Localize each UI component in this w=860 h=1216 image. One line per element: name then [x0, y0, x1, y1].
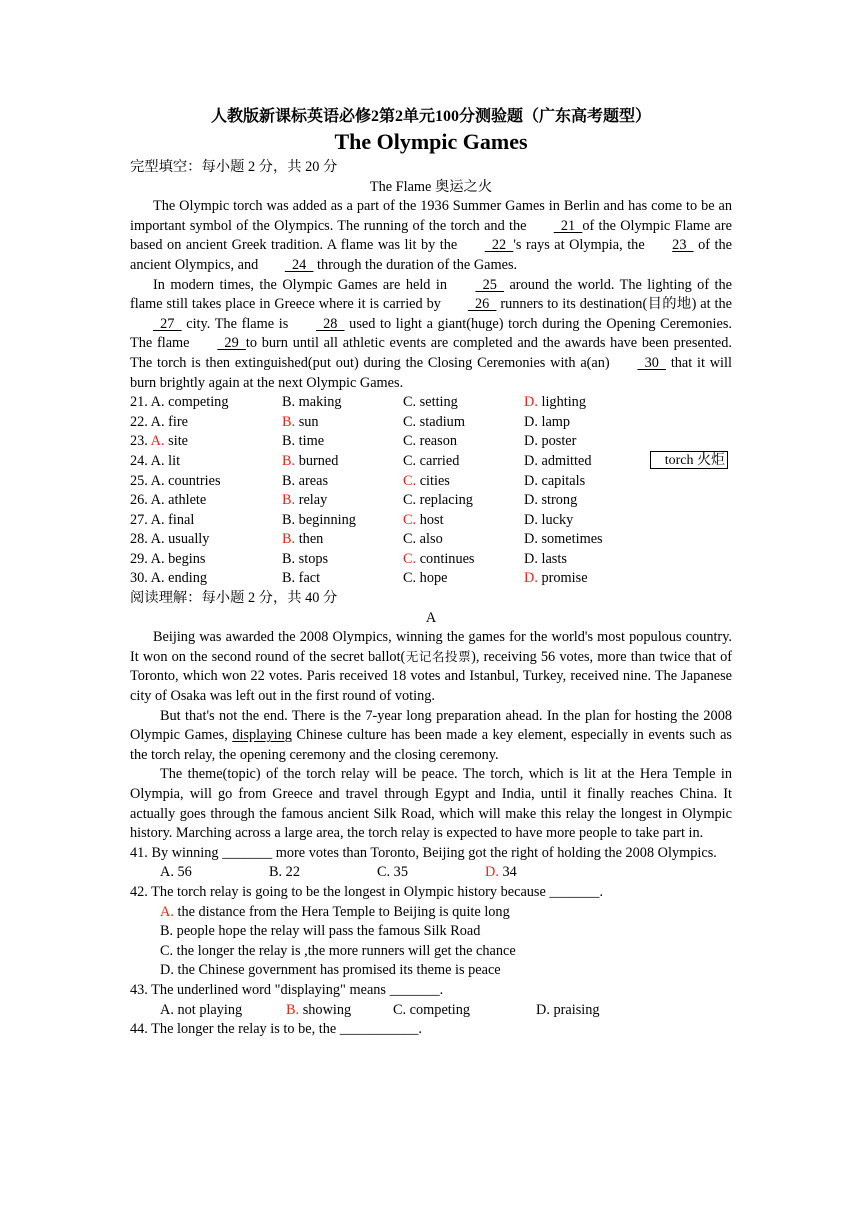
options-row-22: 22. A. fire B. sun C. stadium D. lamp	[130, 413, 571, 430]
blank-23: 23	[672, 237, 694, 254]
answer-mark: B.	[282, 531, 296, 548]
answer-mark: D.	[485, 864, 499, 881]
answer-mark: A.	[160, 903, 174, 920]
question-42-option-b: B. people hope the relay will pass the famous Silk Road	[160, 923, 481, 940]
options-row-25: 25. A. countries B. areas C. cities D. capitals	[130, 472, 586, 489]
cloze-paragraph-2: In modern times, the Olympic Games are held in 25 around the world. The lighting of the flame still takes place in Greece where it is carried by 26 runners to its destination(目的地) at the 27 city. The flame is 28 used to light a giant(huge) torch during the Opening Ceremonies. The flame 29 to burn until all athletic events are completed and the awards have been presented. The torch is then extinguished(put out) during the Closing Ceremonies with a(an) 30 that it will burn brightly again at the next Olympic Games.	[130, 276, 732, 391]
options-row-23: 23. A. site B. time C. reason D. poster	[130, 433, 577, 450]
options-row-26: 26. A. athlete B. relay C. replacing D. strong	[130, 492, 578, 509]
cloze-section-label: 完型填空：每小题 2 分，共 20 分	[130, 159, 338, 175]
blank-26: 26	[467, 296, 497, 313]
options-row-21: 21. A. competing B. making C. setting D. lighting	[130, 394, 586, 411]
options-row-27: 27. A. final B. beginning C. host D. lucky	[130, 511, 574, 528]
reading-paragraph-3: The theme(topic) of the torch relay will be peace. The torch, which is lit at the Hera Temple in Olympia, will go from Greece and travel through Egypt and India, until it finally reaches China. It actually goes through the famous ancient Silk Road, which will make this relay the longest in Olympic history. Marching across a large area, the torch relay is expected to have more people to take part in.	[130, 766, 732, 842]
document-title-en: The Olympic Games	[334, 129, 528, 154]
question-42: 42. The torch relay is going to be the longest in Olympic history because _______.	[130, 883, 604, 900]
question-42-option-a: A. the distance from the Hera Temple to Beijing is quite long	[160, 903, 510, 920]
question-43-options: A. not playing B. showing C. competing D. praising	[160, 1001, 600, 1018]
answer-mark: D.	[524, 394, 538, 411]
blank-30: 30	[637, 354, 667, 371]
question-41: 41. By winning _______ more votes than Toronto, Beijing got the right of holding the 2008 Olympics.	[130, 844, 717, 861]
options-row-30: 30. A. ending B. fact C. hope D. promise	[130, 570, 588, 587]
blank-29: 29	[217, 335, 246, 352]
cloze-paragraph-1: The Olympic torch was added as a part of the 1936 Summer Games in Berlin and has come to be an important symbol of the Olympics. The running of the torch and the 21 of the Olympic Flame are based on ancient Greek tradition. A flame was lit by the 22 's rays at Olympia, the 23 of the ancient Olympics, and 24 through the duration of the Games.	[130, 197, 732, 275]
options-row-29: 29. A. begins B. stops C. continues D. lasts	[130, 550, 567, 567]
answer-mark: D.	[524, 570, 538, 587]
question-44: 44. The longer the relay is to be, the ___________.	[130, 1021, 422, 1038]
options-row-24: 24. A. lit B. burned C. carried D. admitted	[130, 452, 592, 469]
question-42-option-d: D. the Chinese government has promised its theme is peace	[160, 962, 501, 979]
answer-mark: C.	[403, 550, 417, 567]
answer-mark: C.	[403, 511, 417, 528]
reading-section-label: 阅读理解：每小题 2 分，共 40 分	[130, 590, 338, 607]
answer-mark: A.	[150, 433, 165, 450]
blank-24: 24	[284, 256, 314, 273]
answer-mark: B.	[286, 1001, 300, 1018]
blank-27: 27	[153, 315, 182, 332]
blank-22: 22	[484, 237, 514, 254]
reading-passage-label: A	[425, 609, 437, 626]
answer-mark: B.	[282, 413, 296, 430]
question-42-option-c: C. the longer the relay is ,the more runners will get the chance	[160, 942, 516, 959]
note-box-torch: torch 火炬	[650, 452, 728, 469]
blank-21: 21	[553, 217, 583, 234]
blank-28: 28	[315, 315, 345, 332]
answer-mark: C.	[403, 472, 417, 489]
cloze-passage-title: The Flame 奥运之火	[369, 178, 493, 195]
underlined-word: displaying	[232, 727, 292, 744]
document-page	[130, 106, 732, 1040]
reading-paragraph-1: Beijing was awarded the 2008 Olympics, winning the games for the world's most populous country. It won on the second round of the secret ballot(无记名投票), receiving 56 votes, more than twice that of Toronto, which won 22 votes. Paris received 18 votes and Istanbul, Turkey, received nine. The Japanese city of Osaka was left out in the first round of voting.	[130, 629, 733, 705]
reading-paragraph-2: But that's not the end. There is the 7-year long preparation ahead. In the plan for hosting the 2008 Olympic Games, displaying Chinese culture has been made a key element, especially in events such as the torch relay, the opening ceremony and the closing ceremony.	[130, 707, 732, 763]
document-title-cn: 人教版新课标英语必修2第2单元100分测验题（广东高考题型）	[210, 108, 651, 125]
answer-mark: B.	[282, 492, 296, 509]
options-row-28: 28. A. usually B. then C. also D. sometimes	[130, 531, 603, 548]
question-43: 43. The underlined word "displaying" means _______.	[130, 981, 444, 998]
blank-25: 25	[475, 276, 505, 293]
question-41-options: A. 56 B. 22 C. 35 D. 34	[160, 864, 517, 881]
answer-mark: B.	[282, 452, 296, 469]
